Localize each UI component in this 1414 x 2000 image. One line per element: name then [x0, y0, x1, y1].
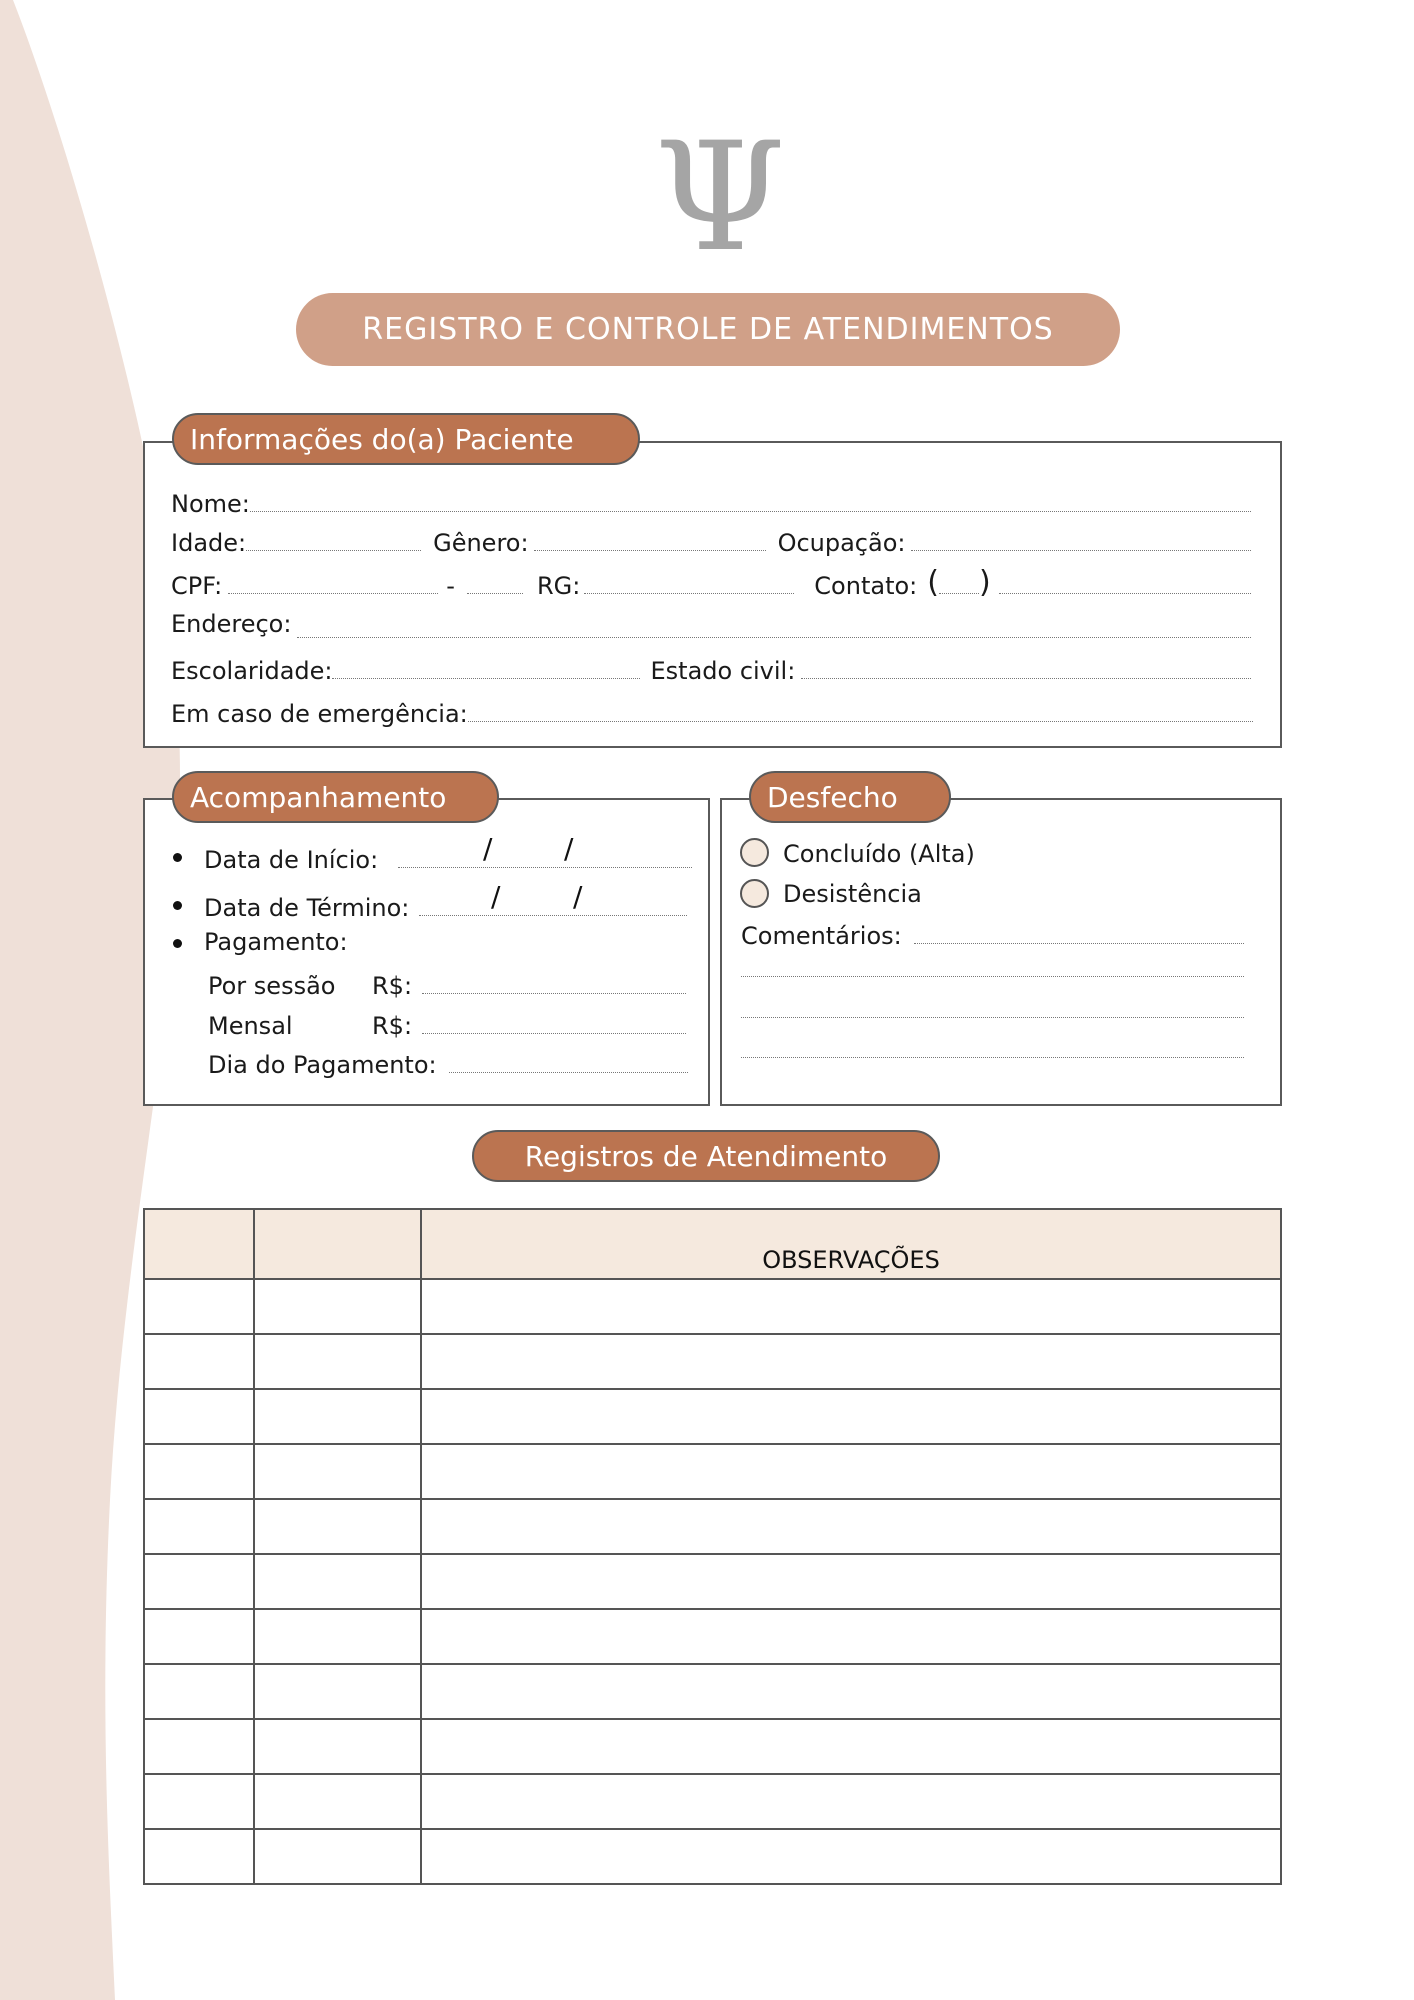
- mensal-label: Mensal: [208, 1012, 293, 1040]
- pagamento-label: Pagamento:: [204, 928, 348, 956]
- table-cell[interactable]: [144, 1389, 254, 1444]
- option-concluido: [783, 834, 1083, 868]
- mensal-currency: R$:: [372, 1012, 413, 1040]
- psi-icon: Ψ: [654, 111, 786, 285]
- data-inicio-separator-1: /: [483, 832, 493, 865]
- table-cell[interactable]: [254, 1774, 421, 1829]
- escolaridade-label: Escolaridade:: [171, 657, 333, 685]
- table-cell[interactable]: [421, 1334, 1281, 1389]
- escolaridade-input-line[interactable]: [332, 677, 640, 679]
- table-cell[interactable]: [421, 1499, 1281, 1554]
- field-por-sessao: [208, 966, 686, 1000]
- cpf-separator: -: [446, 572, 455, 600]
- table-cell[interactable]: [421, 1279, 1281, 1334]
- table-cell[interactable]: [421, 1664, 1281, 1719]
- records-header-col-1: [144, 1209, 254, 1279]
- table-cell[interactable]: [254, 1719, 421, 1774]
- field-row-idade-genero-ocupacao: [171, 523, 1251, 557]
- table-row: [144, 1609, 1281, 1664]
- table-cell[interactable]: [144, 1279, 254, 1334]
- rg-label: RG:: [536, 572, 581, 600]
- table-row: [144, 1389, 1281, 1444]
- field-emergencia: [171, 694, 1253, 728]
- endereco-input-line[interactable]: [297, 636, 1251, 638]
- contato-input-line[interactable]: [999, 592, 1251, 594]
- ocupacao-input-line[interactable]: [911, 549, 1251, 551]
- estado-civil-label: Estado civil:: [650, 657, 796, 685]
- table-cell[interactable]: [421, 1719, 1281, 1774]
- emergencia-label: Em caso de emergência:: [171, 700, 468, 728]
- table-row: [144, 1719, 1281, 1774]
- cpf-input-line[interactable]: [228, 592, 438, 594]
- option-desistencia-radio[interactable]: [740, 879, 769, 908]
- mensal-input-line[interactable]: [422, 1032, 686, 1034]
- table-cell[interactable]: [421, 1444, 1281, 1499]
- records-header-col-2: [254, 1209, 421, 1279]
- records-header-row: [144, 1209, 1281, 1279]
- table-cell[interactable]: [254, 1444, 421, 1499]
- comentarios-input-line-3[interactable]: [741, 1017, 1244, 1018]
- estado-civil-input-line[interactable]: [801, 677, 1251, 679]
- records-table: [143, 1208, 1282, 1885]
- idade-input-line[interactable]: [246, 549, 421, 551]
- field-data-termino: [204, 888, 687, 922]
- dia-pagamento-input-line[interactable]: [449, 1071, 688, 1073]
- table-row: [144, 1334, 1281, 1389]
- table-cell[interactable]: [254, 1664, 421, 1719]
- field-pagamento: [204, 922, 504, 956]
- field-endereco: [171, 604, 1251, 638]
- patient-info-title-tag: [172, 413, 640, 465]
- idade-label: Idade:: [171, 529, 247, 557]
- ocupacao-label: Ocupação:: [777, 529, 906, 557]
- outcome-title-tag: [749, 771, 951, 823]
- data-termino-label: Data de Término:: [204, 894, 410, 922]
- option-concluido-label: Concluído (Alta): [783, 840, 975, 868]
- table-cell[interactable]: [254, 1554, 421, 1609]
- outcome-title: Desfecho: [767, 780, 898, 814]
- por-sessao-input-line[interactable]: [422, 992, 686, 994]
- option-desistencia-label: Desistência: [783, 880, 922, 908]
- table-cell[interactable]: [144, 1774, 254, 1829]
- followup-title: Acompanhamento: [190, 780, 447, 814]
- table-row: [144, 1664, 1281, 1719]
- patient-info-title: Informações do(a) Paciente: [190, 422, 574, 456]
- data-termino-separator-2: /: [573, 880, 583, 913]
- contato-area-code-line[interactable]: [939, 592, 979, 594]
- field-row-escolaridade-estado-civil: [171, 651, 1251, 685]
- data-termino-input-line[interactable]: [419, 914, 687, 916]
- data-inicio-label: Data de Início:: [204, 846, 379, 874]
- table-cell[interactable]: [254, 1829, 421, 1884]
- cpf-label: CPF:: [171, 572, 223, 600]
- table-cell[interactable]: [254, 1389, 421, 1444]
- table-cell[interactable]: [144, 1444, 254, 1499]
- table-cell[interactable]: [254, 1499, 421, 1554]
- endereco-label: Endereço:: [171, 610, 292, 638]
- table-row: [144, 1829, 1281, 1884]
- option-concluido-radio[interactable]: [740, 838, 769, 867]
- field-data-inicio: [204, 840, 692, 874]
- records-body: [144, 1279, 1281, 1884]
- page-title: REGISTRO E CONTROLE DE ATENDIMENTOS: [362, 312, 1054, 347]
- por-sessao-label: Por sessão: [208, 972, 336, 1000]
- table-cell[interactable]: [144, 1609, 254, 1664]
- comentarios-input-line-4[interactable]: [741, 1057, 1244, 1058]
- field-nome: [171, 484, 1251, 518]
- comentarios-input-line-2[interactable]: [741, 976, 1244, 977]
- table-cell[interactable]: [421, 1554, 1281, 1609]
- table-row: [144, 1774, 1281, 1829]
- followup-title-tag: [172, 771, 499, 823]
- data-termino-separator-1: /: [491, 880, 501, 913]
- option-desistencia: [783, 874, 1083, 908]
- table-cell[interactable]: [421, 1609, 1281, 1664]
- contato-area-open: (: [927, 565, 939, 600]
- table-cell[interactable]: [144, 1719, 254, 1774]
- table-cell[interactable]: [144, 1554, 254, 1609]
- table-row: [144, 1444, 1281, 1499]
- table-cell[interactable]: [421, 1774, 1281, 1829]
- bullet-icon: [173, 901, 182, 910]
- genero-label: Gênero:: [433, 529, 529, 557]
- nome-input-line[interactable]: [250, 510, 1251, 512]
- nome-label: Nome:: [171, 490, 250, 518]
- dia-pagamento-label: Dia do Pagamento:: [208, 1051, 437, 1079]
- table-cell[interactable]: [254, 1279, 421, 1334]
- data-inicio-input-line[interactable]: [398, 866, 692, 868]
- field-mensal: [208, 1006, 686, 1040]
- field-comentarios: [741, 916, 1244, 950]
- cpf-digit-input-line[interactable]: [467, 592, 523, 594]
- records-title-tag: [472, 1130, 940, 1182]
- contato-label: Contato:: [814, 572, 918, 600]
- table-cell[interactable]: [254, 1609, 421, 1664]
- contato-area-close: ): [978, 565, 991, 600]
- data-inicio-separator-2: /: [564, 832, 574, 865]
- table-row: [144, 1554, 1281, 1609]
- table-cell[interactable]: [421, 1389, 1281, 1444]
- field-dia-pagamento: [208, 1045, 688, 1079]
- emergencia-input-line[interactable]: [468, 720, 1253, 722]
- bullet-icon: [173, 853, 182, 862]
- table-cell[interactable]: [144, 1829, 254, 1884]
- records-title: Registros de Atendimento: [524, 1139, 888, 1173]
- comentarios-input-line-1[interactable]: [914, 942, 1244, 944]
- table-cell[interactable]: [144, 1664, 254, 1719]
- page-title-banner: [296, 293, 1120, 366]
- por-sessao-currency: R$:: [372, 972, 413, 1000]
- table-cell[interactable]: [254, 1334, 421, 1389]
- table-cell[interactable]: [144, 1334, 254, 1389]
- rg-input-line[interactable]: [584, 592, 794, 594]
- table-cell[interactable]: [144, 1499, 254, 1554]
- table-cell[interactable]: [421, 1829, 1281, 1884]
- table-row: [144, 1279, 1281, 1334]
- bullet-icon: [173, 939, 182, 948]
- comentarios-label: Comentários:: [741, 922, 902, 950]
- table-row: [144, 1499, 1281, 1554]
- field-row-cpf-rg-contato: [171, 566, 1251, 600]
- genero-input-line[interactable]: [534, 549, 766, 551]
- records-header-observacoes: OBSERVAÇÕES: [421, 1209, 1281, 1279]
